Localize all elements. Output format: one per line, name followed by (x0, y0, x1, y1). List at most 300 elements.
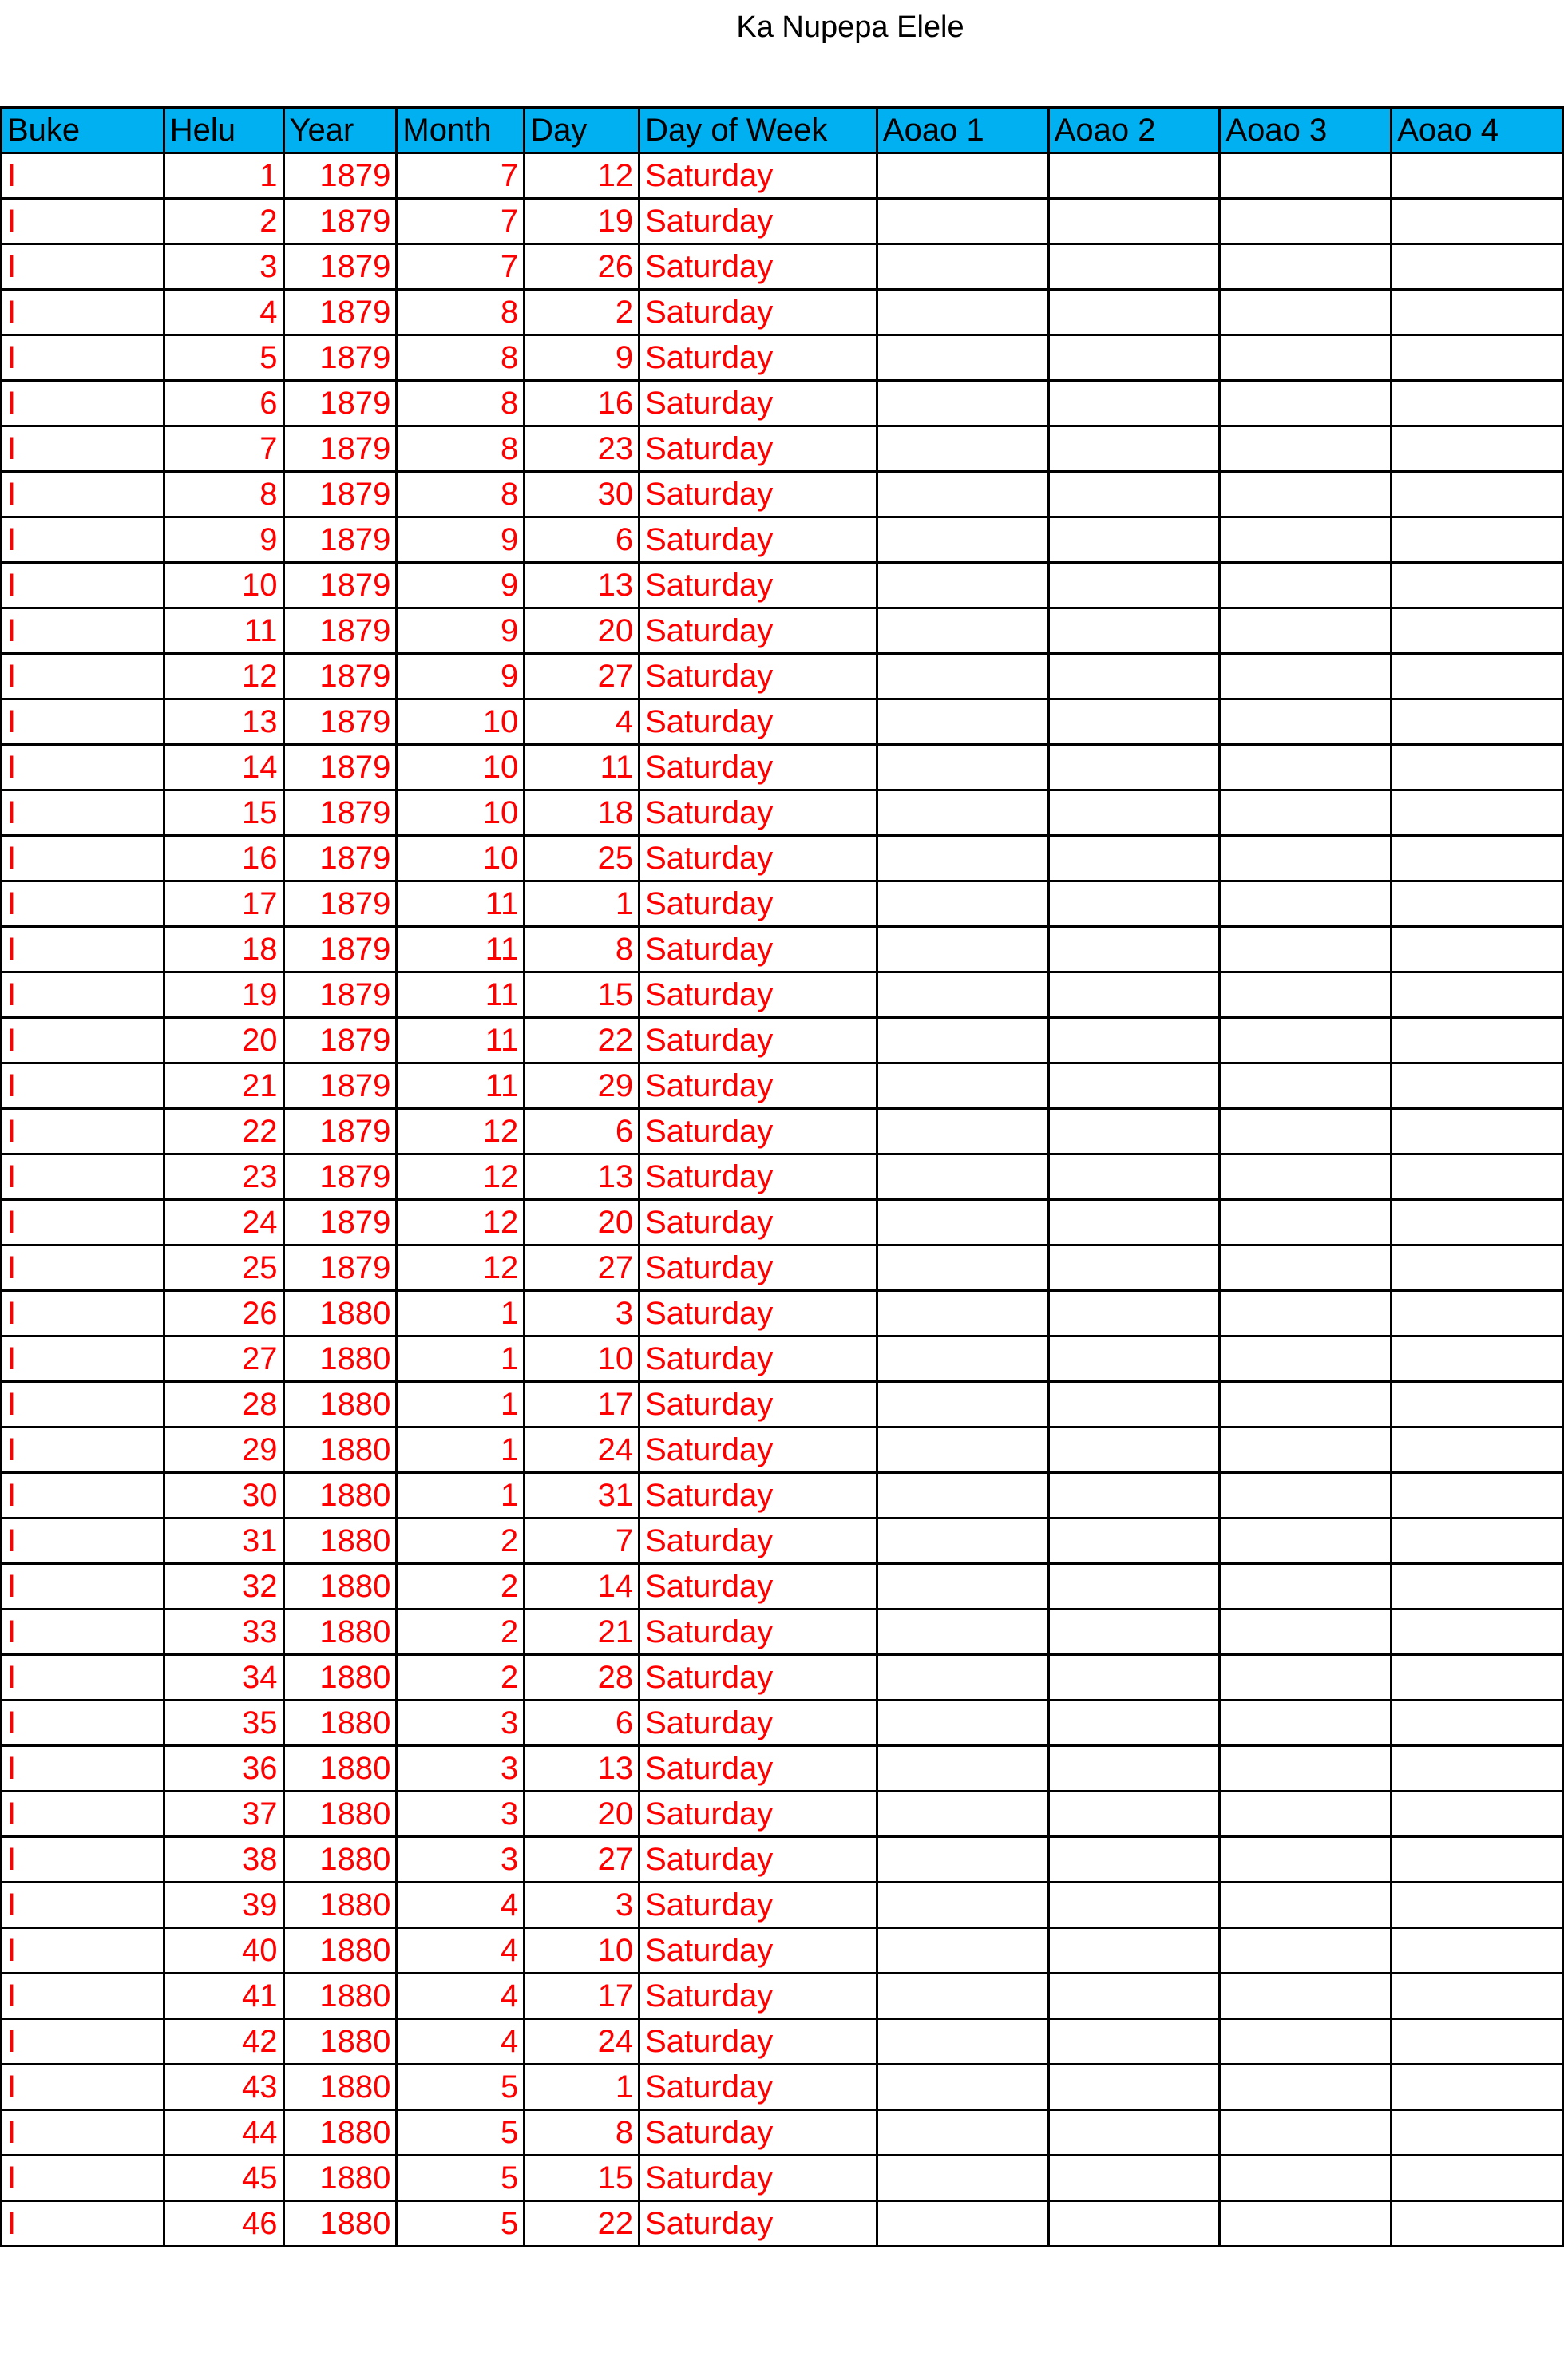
cell-aoao-2[interactable] (1048, 1928, 1220, 1974)
cell-buke[interactable]: I (2, 881, 164, 927)
cell-year[interactable]: 1879 (283, 381, 397, 426)
cell-aoao-1[interactable] (877, 1245, 1048, 1291)
cell-aoao-4[interactable] (1392, 790, 1563, 836)
cell-aoao-1[interactable] (877, 2065, 1048, 2110)
cell-aoao-4[interactable] (1392, 2019, 1563, 2065)
cell-aoao-1[interactable] (877, 1473, 1048, 1519)
cell-buke[interactable]: I (2, 1837, 164, 1883)
cell-aoao-4[interactable] (1392, 2201, 1563, 2247)
cell-aoao-3[interactable] (1220, 1109, 1392, 1154)
cell-aoao-4[interactable] (1392, 1928, 1563, 1974)
cell-aoao-4[interactable] (1392, 927, 1563, 972)
column-header-month[interactable]: Month (397, 108, 525, 153)
cell-year[interactable]: 1880 (283, 1428, 397, 1473)
cell-aoao-4[interactable] (1392, 654, 1563, 699)
cell-year[interactable]: 1880 (283, 1883, 397, 1928)
cell-year[interactable]: 1879 (283, 290, 397, 335)
cell-aoao-2[interactable] (1048, 2201, 1220, 2247)
cell-month[interactable]: 11 (397, 881, 525, 927)
cell-day-of-week[interactable]: Saturday (639, 1746, 877, 1792)
cell-aoao-1[interactable] (877, 1746, 1048, 1792)
cell-year[interactable]: 1879 (283, 790, 397, 836)
cell-day[interactable]: 30 (525, 472, 639, 517)
cell-aoao-4[interactable] (1392, 1063, 1563, 1109)
cell-month[interactable]: 11 (397, 1063, 525, 1109)
cell-month[interactable]: 10 (397, 745, 525, 790)
cell-day-of-week[interactable]: Saturday (639, 1837, 877, 1883)
cell-aoao-4[interactable] (1392, 836, 1563, 881)
cell-helu[interactable]: 8 (164, 472, 283, 517)
cell-aoao-3[interactable] (1220, 517, 1392, 563)
cell-aoao-3[interactable] (1220, 2201, 1392, 2247)
cell-day-of-week[interactable]: Saturday (639, 1428, 877, 1473)
cell-buke[interactable]: I (2, 244, 164, 290)
cell-aoao-1[interactable] (877, 1200, 1048, 1245)
cell-month[interactable]: 5 (397, 2156, 525, 2201)
cell-month[interactable]: 3 (397, 1746, 525, 1792)
cell-aoao-4[interactable] (1392, 1883, 1563, 1928)
cell-buke[interactable]: I (2, 1974, 164, 2019)
cell-buke[interactable]: I (2, 1109, 164, 1154)
cell-month[interactable]: 5 (397, 2110, 525, 2156)
cell-aoao-3[interactable] (1220, 563, 1392, 608)
cell-month[interactable]: 12 (397, 1154, 525, 1200)
cell-helu[interactable]: 19 (164, 972, 283, 1018)
cell-year[interactable]: 1880 (283, 2019, 397, 2065)
cell-helu[interactable]: 27 (164, 1337, 283, 1382)
cell-day-of-week[interactable]: Saturday (639, 472, 877, 517)
cell-aoao-4[interactable] (1392, 426, 1563, 472)
cell-aoao-2[interactable] (1048, 290, 1220, 335)
cell-aoao-1[interactable] (877, 1063, 1048, 1109)
cell-aoao-2[interactable] (1048, 1109, 1220, 1154)
cell-day-of-week[interactable]: Saturday (639, 1245, 877, 1291)
cell-aoao-2[interactable] (1048, 790, 1220, 836)
cell-day[interactable]: 29 (525, 1063, 639, 1109)
cell-month[interactable]: 9 (397, 517, 525, 563)
cell-day[interactable]: 6 (525, 1701, 639, 1746)
cell-year[interactable]: 1879 (283, 153, 397, 199)
cell-month[interactable]: 4 (397, 2019, 525, 2065)
cell-month[interactable]: 8 (397, 335, 525, 381)
cell-year[interactable]: 1879 (283, 654, 397, 699)
cell-month[interactable]: 1 (397, 1428, 525, 1473)
cell-aoao-4[interactable] (1392, 1519, 1563, 1564)
cell-day-of-week[interactable]: Saturday (639, 563, 877, 608)
cell-year[interactable]: 1880 (283, 1291, 397, 1337)
cell-day-of-week[interactable]: Saturday (639, 927, 877, 972)
cell-day-of-week[interactable]: Saturday (639, 1291, 877, 1337)
cell-month[interactable]: 5 (397, 2201, 525, 2247)
cell-aoao-1[interactable] (877, 517, 1048, 563)
cell-day[interactable]: 12 (525, 153, 639, 199)
cell-day-of-week[interactable]: Saturday (639, 1883, 877, 1928)
cell-aoao-3[interactable] (1220, 881, 1392, 927)
cell-buke[interactable]: I (2, 290, 164, 335)
cell-aoao-2[interactable] (1048, 881, 1220, 927)
cell-year[interactable]: 1879 (283, 199, 397, 244)
cell-day-of-week[interactable]: Saturday (639, 335, 877, 381)
cell-day-of-week[interactable]: Saturday (639, 790, 877, 836)
cell-buke[interactable]: I (2, 790, 164, 836)
cell-day[interactable]: 3 (525, 1883, 639, 1928)
cell-aoao-1[interactable] (877, 199, 1048, 244)
cell-aoao-2[interactable] (1048, 1337, 1220, 1382)
cell-aoao-3[interactable] (1220, 153, 1392, 199)
cell-aoao-2[interactable] (1048, 1701, 1220, 1746)
cell-aoao-2[interactable] (1048, 1655, 1220, 1701)
cell-aoao-3[interactable] (1220, 1792, 1392, 1837)
cell-day[interactable]: 27 (525, 654, 639, 699)
cell-day-of-week[interactable]: Saturday (639, 1337, 877, 1382)
cell-aoao-1[interactable] (877, 1018, 1048, 1063)
cell-aoao-1[interactable] (877, 153, 1048, 199)
cell-month[interactable]: 12 (397, 1200, 525, 1245)
cell-buke[interactable]: I (2, 472, 164, 517)
cell-day-of-week[interactable]: Saturday (639, 1564, 877, 1610)
cell-year[interactable]: 1880 (283, 1746, 397, 1792)
cell-helu[interactable]: 23 (164, 1154, 283, 1200)
cell-day-of-week[interactable]: Saturday (639, 654, 877, 699)
cell-helu[interactable]: 14 (164, 745, 283, 790)
cell-year[interactable]: 1879 (283, 836, 397, 881)
cell-buke[interactable]: I (2, 199, 164, 244)
cell-aoao-2[interactable] (1048, 2019, 1220, 2065)
cell-aoao-1[interactable] (877, 2201, 1048, 2247)
cell-aoao-3[interactable] (1220, 1519, 1392, 1564)
cell-day[interactable]: 25 (525, 836, 639, 881)
cell-day-of-week[interactable]: Saturday (639, 608, 877, 654)
cell-helu[interactable]: 1 (164, 153, 283, 199)
cell-aoao-3[interactable] (1220, 335, 1392, 381)
cell-aoao-1[interactable] (877, 1382, 1048, 1428)
cell-aoao-2[interactable] (1048, 1018, 1220, 1063)
cell-month[interactable]: 1 (397, 1382, 525, 1428)
cell-aoao-2[interactable] (1048, 745, 1220, 790)
cell-month[interactable]: 9 (397, 654, 525, 699)
cell-aoao-2[interactable] (1048, 927, 1220, 972)
cell-aoao-3[interactable] (1220, 1382, 1392, 1428)
cell-aoao-4[interactable] (1392, 335, 1563, 381)
cell-day[interactable]: 8 (525, 2110, 639, 2156)
cell-aoao-4[interactable] (1392, 381, 1563, 426)
cell-day-of-week[interactable]: Saturday (639, 517, 877, 563)
cell-buke[interactable]: I (2, 745, 164, 790)
cell-helu[interactable]: 43 (164, 2065, 283, 2110)
cell-year[interactable]: 1880 (283, 2201, 397, 2247)
cell-day-of-week[interactable]: Saturday (639, 1519, 877, 1564)
cell-year[interactable]: 1879 (283, 927, 397, 972)
cell-aoao-2[interactable] (1048, 836, 1220, 881)
cell-buke[interactable]: I (2, 1291, 164, 1337)
cell-buke[interactable]: I (2, 1655, 164, 1701)
cell-day-of-week[interactable]: Saturday (639, 745, 877, 790)
cell-aoao-2[interactable] (1048, 699, 1220, 745)
cell-aoao-1[interactable] (877, 2156, 1048, 2201)
cell-day-of-week[interactable]: Saturday (639, 1063, 877, 1109)
cell-aoao-2[interactable] (1048, 335, 1220, 381)
cell-helu[interactable]: 46 (164, 2201, 283, 2247)
cell-buke[interactable]: I (2, 1746, 164, 1792)
cell-aoao-2[interactable] (1048, 1428, 1220, 1473)
cell-day[interactable]: 19 (525, 199, 639, 244)
cell-aoao-3[interactable] (1220, 1473, 1392, 1519)
column-header-aoao-4[interactable]: Aoao 4 (1392, 108, 1563, 153)
cell-day[interactable]: 20 (525, 1200, 639, 1245)
cell-month[interactable]: 10 (397, 699, 525, 745)
cell-aoao-4[interactable] (1392, 1564, 1563, 1610)
cell-day[interactable]: 10 (525, 1337, 639, 1382)
cell-year[interactable]: 1880 (283, 1564, 397, 1610)
cell-aoao-2[interactable] (1048, 2156, 1220, 2201)
cell-aoao-1[interactable] (877, 426, 1048, 472)
cell-helu[interactable]: 22 (164, 1109, 283, 1154)
cell-helu[interactable]: 26 (164, 1291, 283, 1337)
cell-year[interactable]: 1880 (283, 1655, 397, 1701)
cell-aoao-2[interactable] (1048, 426, 1220, 472)
cell-day-of-week[interactable]: Saturday (639, 2019, 877, 2065)
cell-aoao-3[interactable] (1220, 1200, 1392, 1245)
cell-aoao-4[interactable] (1392, 1382, 1563, 1428)
cell-aoao-2[interactable] (1048, 2065, 1220, 2110)
cell-aoao-1[interactable] (877, 836, 1048, 881)
cell-aoao-3[interactable] (1220, 2156, 1392, 2201)
cell-aoao-3[interactable] (1220, 1428, 1392, 1473)
cell-aoao-1[interactable] (877, 563, 1048, 608)
cell-helu[interactable]: 21 (164, 1063, 283, 1109)
cell-day[interactable]: 22 (525, 1018, 639, 1063)
cell-buke[interactable]: I (2, 1245, 164, 1291)
cell-aoao-3[interactable] (1220, 654, 1392, 699)
cell-aoao-2[interactable] (1048, 1063, 1220, 1109)
cell-aoao-3[interactable] (1220, 1564, 1392, 1610)
cell-helu[interactable]: 15 (164, 790, 283, 836)
cell-buke[interactable]: I (2, 699, 164, 745)
cell-aoao-3[interactable] (1220, 1063, 1392, 1109)
cell-month[interactable]: 8 (397, 290, 525, 335)
cell-year[interactable]: 1880 (283, 1519, 397, 1564)
cell-aoao-1[interactable] (877, 608, 1048, 654)
cell-month[interactable]: 5 (397, 2065, 525, 2110)
cell-aoao-2[interactable] (1048, 1746, 1220, 1792)
cell-day-of-week[interactable]: Saturday (639, 2065, 877, 2110)
cell-helu[interactable]: 6 (164, 381, 283, 426)
cell-day[interactable]: 7 (525, 1519, 639, 1564)
cell-helu[interactable]: 29 (164, 1428, 283, 1473)
cell-aoao-2[interactable] (1048, 1610, 1220, 1655)
cell-helu[interactable]: 45 (164, 2156, 283, 2201)
cell-aoao-2[interactable] (1048, 563, 1220, 608)
cell-year[interactable]: 1880 (283, 1974, 397, 2019)
cell-helu[interactable]: 34 (164, 1655, 283, 1701)
cell-aoao-1[interactable] (877, 1337, 1048, 1382)
cell-buke[interactable]: I (2, 2019, 164, 2065)
cell-aoao-2[interactable] (1048, 2110, 1220, 2156)
cell-year[interactable]: 1879 (283, 745, 397, 790)
cell-year[interactable]: 1879 (283, 972, 397, 1018)
cell-day-of-week[interactable]: Saturday (639, 1018, 877, 1063)
cell-year[interactable]: 1880 (283, 2156, 397, 2201)
cell-aoao-3[interactable] (1220, 1746, 1392, 1792)
cell-aoao-4[interactable] (1392, 1018, 1563, 1063)
cell-buke[interactable]: I (2, 1200, 164, 1245)
cell-buke[interactable]: I (2, 1382, 164, 1428)
cell-aoao-3[interactable] (1220, 1610, 1392, 1655)
cell-day[interactable]: 4 (525, 699, 639, 745)
cell-aoao-1[interactable] (877, 881, 1048, 927)
cell-aoao-2[interactable] (1048, 153, 1220, 199)
cell-aoao-1[interactable] (877, 2019, 1048, 2065)
cell-day[interactable]: 21 (525, 1610, 639, 1655)
cell-aoao-3[interactable] (1220, 1655, 1392, 1701)
cell-aoao-1[interactable] (877, 290, 1048, 335)
cell-aoao-2[interactable] (1048, 1200, 1220, 1245)
cell-month[interactable]: 8 (397, 426, 525, 472)
cell-aoao-4[interactable] (1392, 608, 1563, 654)
cell-aoao-4[interactable] (1392, 1428, 1563, 1473)
cell-buke[interactable]: I (2, 1928, 164, 1974)
cell-helu[interactable]: 7 (164, 426, 283, 472)
cell-aoao-1[interactable] (877, 1792, 1048, 1837)
cell-day-of-week[interactable]: Saturday (639, 1792, 877, 1837)
cell-aoao-4[interactable] (1392, 1200, 1563, 1245)
cell-day-of-week[interactable]: Saturday (639, 1200, 877, 1245)
cell-helu[interactable]: 13 (164, 699, 283, 745)
cell-day[interactable]: 13 (525, 1746, 639, 1792)
cell-day-of-week[interactable]: Saturday (639, 244, 877, 290)
cell-day[interactable]: 8 (525, 927, 639, 972)
cell-aoao-4[interactable] (1392, 563, 1563, 608)
cell-aoao-1[interactable] (877, 472, 1048, 517)
cell-day[interactable]: 6 (525, 517, 639, 563)
cell-aoao-4[interactable] (1392, 1610, 1563, 1655)
cell-month[interactable]: 7 (397, 199, 525, 244)
cell-year[interactable]: 1879 (283, 1245, 397, 1291)
cell-aoao-2[interactable] (1048, 1883, 1220, 1928)
cell-buke[interactable]: I (2, 1154, 164, 1200)
cell-day[interactable]: 17 (525, 1974, 639, 2019)
cell-year[interactable]: 1880 (283, 1610, 397, 1655)
cell-day[interactable]: 23 (525, 426, 639, 472)
cell-day-of-week[interactable]: Saturday (639, 381, 877, 426)
cell-aoao-3[interactable] (1220, 290, 1392, 335)
cell-aoao-4[interactable] (1392, 290, 1563, 335)
cell-helu[interactable]: 30 (164, 1473, 283, 1519)
cell-month[interactable]: 1 (397, 1473, 525, 1519)
cell-day[interactable]: 18 (525, 790, 639, 836)
cell-aoao-4[interactable] (1392, 2065, 1563, 2110)
cell-day[interactable]: 24 (525, 2019, 639, 2065)
cell-day-of-week[interactable]: Saturday (639, 153, 877, 199)
cell-day-of-week[interactable]: Saturday (639, 1701, 877, 1746)
cell-aoao-3[interactable] (1220, 2019, 1392, 2065)
cell-day[interactable]: 14 (525, 1564, 639, 1610)
cell-helu[interactable]: 24 (164, 1200, 283, 1245)
cell-aoao-1[interactable] (877, 1974, 1048, 2019)
cell-buke[interactable]: I (2, 2110, 164, 2156)
column-header-day[interactable]: Day (525, 108, 639, 153)
cell-helu[interactable]: 36 (164, 1746, 283, 1792)
cell-aoao-3[interactable] (1220, 1018, 1392, 1063)
cell-aoao-4[interactable] (1392, 1109, 1563, 1154)
cell-month[interactable]: 1 (397, 1291, 525, 1337)
cell-day-of-week[interactable]: Saturday (639, 1109, 877, 1154)
cell-year[interactable]: 1880 (283, 1337, 397, 1382)
cell-aoao-3[interactable] (1220, 745, 1392, 790)
cell-helu[interactable]: 10 (164, 563, 283, 608)
cell-helu[interactable]: 35 (164, 1701, 283, 1746)
cell-day[interactable]: 2 (525, 290, 639, 335)
cell-helu[interactable]: 3 (164, 244, 283, 290)
cell-day-of-week[interactable]: Saturday (639, 2156, 877, 2201)
cell-helu[interactable]: 25 (164, 1245, 283, 1291)
cell-buke[interactable]: I (2, 608, 164, 654)
cell-helu[interactable]: 28 (164, 1382, 283, 1428)
cell-aoao-3[interactable] (1220, 927, 1392, 972)
cell-month[interactable]: 2 (397, 1519, 525, 1564)
cell-aoao-1[interactable] (877, 1610, 1048, 1655)
cell-buke[interactable]: I (2, 1428, 164, 1473)
cell-day-of-week[interactable]: Saturday (639, 2201, 877, 2247)
cell-aoao-2[interactable] (1048, 244, 1220, 290)
column-header-aoao-3[interactable]: Aoao 3 (1220, 108, 1392, 153)
cell-aoao-3[interactable] (1220, 472, 1392, 517)
cell-year[interactable]: 1880 (283, 1701, 397, 1746)
cell-day-of-week[interactable]: Saturday (639, 972, 877, 1018)
cell-year[interactable]: 1880 (283, 1837, 397, 1883)
cell-buke[interactable]: I (2, 426, 164, 472)
cell-year[interactable]: 1879 (283, 517, 397, 563)
cell-aoao-1[interactable] (877, 1519, 1048, 1564)
cell-aoao-3[interactable] (1220, 1291, 1392, 1337)
column-header-buke[interactable]: Buke (2, 108, 164, 153)
cell-helu[interactable]: 20 (164, 1018, 283, 1063)
cell-year[interactable]: 1879 (283, 472, 397, 517)
cell-aoao-4[interactable] (1392, 1655, 1563, 1701)
cell-day-of-week[interactable]: Saturday (639, 1655, 877, 1701)
cell-aoao-4[interactable] (1392, 199, 1563, 244)
cell-helu[interactable]: 12 (164, 654, 283, 699)
cell-aoao-4[interactable] (1392, 1792, 1563, 1837)
cell-helu[interactable]: 16 (164, 836, 283, 881)
cell-aoao-3[interactable] (1220, 699, 1392, 745)
cell-aoao-1[interactable] (877, 745, 1048, 790)
cell-month[interactable]: 3 (397, 1701, 525, 1746)
cell-aoao-2[interactable] (1048, 517, 1220, 563)
cell-helu[interactable]: 2 (164, 199, 283, 244)
cell-day-of-week[interactable]: Saturday (639, 2110, 877, 2156)
cell-day[interactable]: 17 (525, 1382, 639, 1428)
cell-buke[interactable]: I (2, 2156, 164, 2201)
cell-aoao-3[interactable] (1220, 790, 1392, 836)
cell-month[interactable]: 3 (397, 1792, 525, 1837)
cell-aoao-3[interactable] (1220, 1883, 1392, 1928)
cell-helu[interactable]: 4 (164, 290, 283, 335)
cell-day-of-week[interactable]: Saturday (639, 1974, 877, 2019)
cell-aoao-4[interactable] (1392, 2156, 1563, 2201)
cell-day-of-week[interactable]: Saturday (639, 426, 877, 472)
cell-aoao-4[interactable] (1392, 1837, 1563, 1883)
cell-month[interactable]: 4 (397, 1883, 525, 1928)
cell-month[interactable]: 12 (397, 1245, 525, 1291)
cell-aoao-2[interactable] (1048, 1154, 1220, 1200)
cell-buke[interactable]: I (2, 381, 164, 426)
cell-day[interactable]: 3 (525, 1291, 639, 1337)
cell-helu[interactable]: 39 (164, 1883, 283, 1928)
cell-helu[interactable]: 33 (164, 1610, 283, 1655)
cell-month[interactable]: 11 (397, 972, 525, 1018)
cell-year[interactable]: 1879 (283, 1063, 397, 1109)
